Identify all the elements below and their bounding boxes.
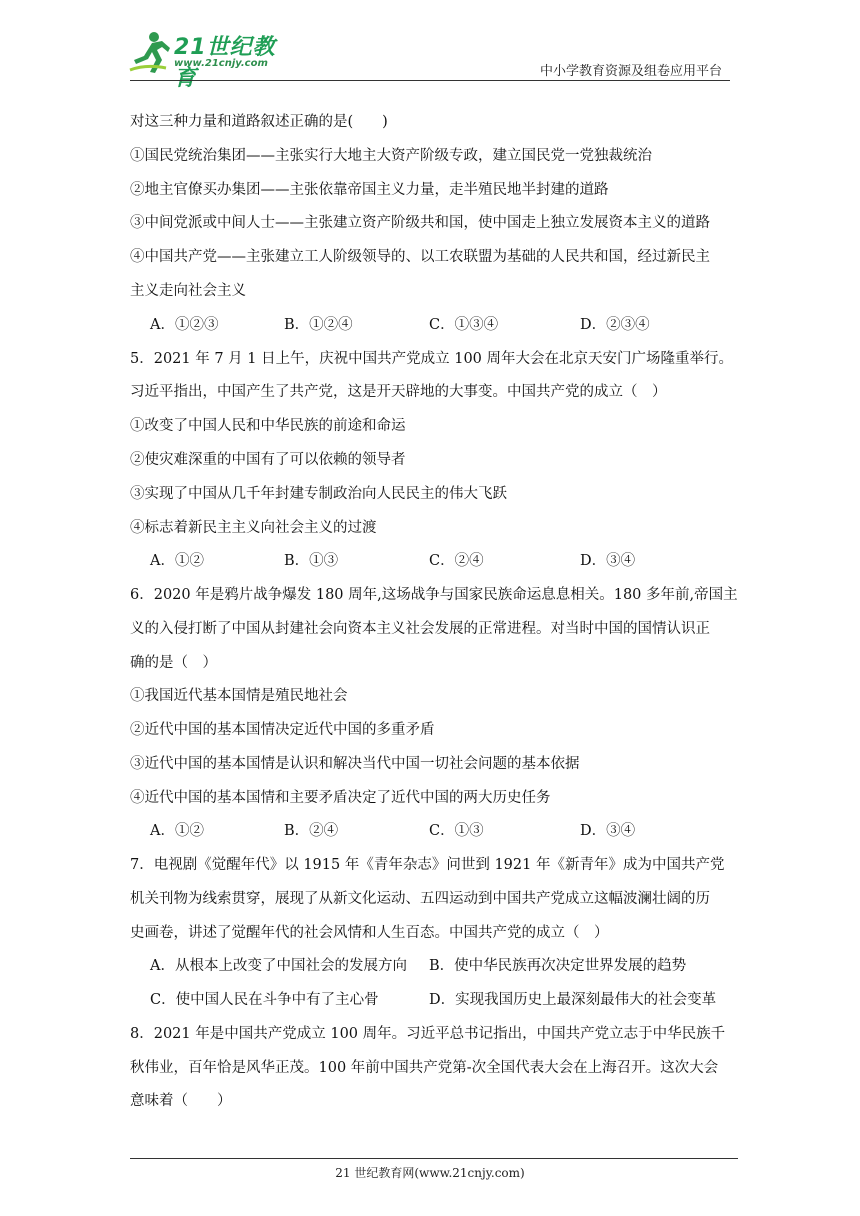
q7-stem-3: 史画卷，讲述了觉醒年代的社会风情和人生百态。中国共产党的成立（ ） bbox=[130, 925, 609, 941]
logo-url: www.21cnjy.com bbox=[174, 58, 268, 69]
q6-option-d[interactable]: D．③④ bbox=[580, 823, 636, 839]
q7-option-a[interactable]: A．从根本上改变了中国社会的发展方向 bbox=[150, 958, 407, 974]
runner-logo-icon bbox=[126, 30, 172, 76]
q6-item-3: ③近代中国的基本国情是认识和解决当代中国一切社会问题的基本依据 bbox=[130, 756, 580, 772]
q5-option-c[interactable]: C．②④ bbox=[429, 553, 484, 569]
q7-option-b[interactable]: B．使中华民族再次决定世界发展的趋势 bbox=[429, 958, 687, 974]
logo-text: 21世纪教育 bbox=[174, 35, 276, 91]
q6-option-c[interactable]: C．①③ bbox=[429, 823, 484, 839]
q4-option-d[interactable]: D．②③④ bbox=[580, 317, 650, 333]
q6-stem-3: 确的是（ ） bbox=[130, 655, 217, 671]
q6-item-4: ④近代中国的基本国情和主要矛盾决定了近代中国的两大历史任务 bbox=[130, 790, 551, 806]
q6-item-1: ①我国近代基本国情是殖民地社会 bbox=[130, 688, 348, 704]
q4-item-4-cont: 主义走向社会主义 bbox=[130, 283, 246, 299]
q4-item-2: ②地主官僚买办集团——主张依靠帝国主义力量，走半殖民地半封建的道路 bbox=[130, 182, 609, 198]
q6-option-a[interactable]: A．①② bbox=[150, 823, 204, 839]
q7-option-d[interactable]: D．实现我国历史上最深刻最伟大的社会变革 bbox=[429, 992, 717, 1008]
q7-stem-1: 7．电视剧《觉醒年代》以 1915 年《青年杂志》问世到 1921 年《新青年》成为中国共产党 bbox=[130, 857, 725, 873]
q5-stem-2: 习近平指出，中国产生了共产党，这是开天辟地的大事变。中国共产党的成立（ ） bbox=[130, 384, 667, 400]
q8-stem-1: 8．2021 年是中国共产党成立 100 周年。习近平总书记指出，中国共产党立志于中华民族千 bbox=[130, 1026, 726, 1042]
q6-stem-1: 6．2020 年是鸦片战争爆发 180 周年,这场战争与国家民族命运息息相关。180 多年前,帝国主 bbox=[130, 587, 738, 603]
q4-item-1: ①国民党统治集团——主张实行大地主大资产阶级专政，建立国民党一党独裁统治 bbox=[130, 148, 652, 164]
page-footer: 21 世纪教育网(www.21cnjy.com) bbox=[335, 1166, 525, 1180]
header-platform-label: 中小学教育资源及组卷应用平台 bbox=[539, 64, 722, 79]
page-header bbox=[0, 0, 860, 91]
q5-item-1: ①改变了中国人民和中华民族的前途和命运 bbox=[130, 418, 406, 434]
header-divider bbox=[130, 80, 730, 81]
q5-stem-1: 5．2021 年 7 月 1 日上午，庆祝中国共产党成立 100 周年大会在北京天安门广场隆重举行。 bbox=[130, 351, 734, 367]
q5-option-d[interactable]: D．③④ bbox=[580, 553, 636, 569]
q5-item-4: ④标志着新民主主义向社会主义的过渡 bbox=[130, 520, 377, 536]
q6-option-b[interactable]: B．②④ bbox=[284, 823, 339, 839]
footer-divider bbox=[130, 1158, 738, 1159]
site-logo bbox=[126, 30, 296, 91]
q8-stem-3: 意味着（ ） bbox=[130, 1093, 232, 1109]
q4-item-3: ③中间党派或中间人士——主张建立资产阶级共和国，使中国走上独立发展资本主义的道路 bbox=[130, 215, 710, 231]
q6-item-2: ②近代中国的基本国情决定近代中国的多重矛盾 bbox=[130, 722, 435, 738]
q8-stem-2: 秋伟业，百年恰是风华正茂。100 年前中国共产党第-次全国代表大会在上海召开。这次大会 bbox=[130, 1060, 719, 1076]
q4-stem: 对这三种力量和道路叙述正确的是( ) bbox=[130, 114, 388, 130]
q5-item-2: ②使灾难深重的中国有了可以依赖的领导者 bbox=[130, 452, 406, 468]
q5-option-a[interactable]: A．①② bbox=[150, 553, 204, 569]
q6-stem-2: 义的入侵打断了中国从封建社会向资本主义社会发展的正常进程。对当时中国的国情认识正 bbox=[130, 621, 710, 637]
q4-option-b[interactable]: B．①②④ bbox=[284, 317, 353, 333]
q4-item-4: ④中国共产党——主张建立工人阶级领导的、以工农联盟为基础的人民共和国，经过新民主 bbox=[130, 249, 710, 265]
q7-stem-2: 机关刊物为线索贯穿，展现了从新文化运动、五四运动到中国共产党成立这幅波澜壮阔的历 bbox=[130, 891, 710, 907]
q7-option-c[interactable]: C．使中国人民在斗争中有了主心骨 bbox=[150, 992, 379, 1008]
q5-item-3: ③实现了中国从几千年封建专制政治向人民民主的伟大飞跃 bbox=[130, 486, 507, 502]
q4-option-a[interactable]: A．①②③ bbox=[150, 317, 219, 333]
q4-option-c[interactable]: C．①③④ bbox=[429, 317, 499, 333]
q5-option-b[interactable]: B．①③ bbox=[284, 553, 339, 569]
